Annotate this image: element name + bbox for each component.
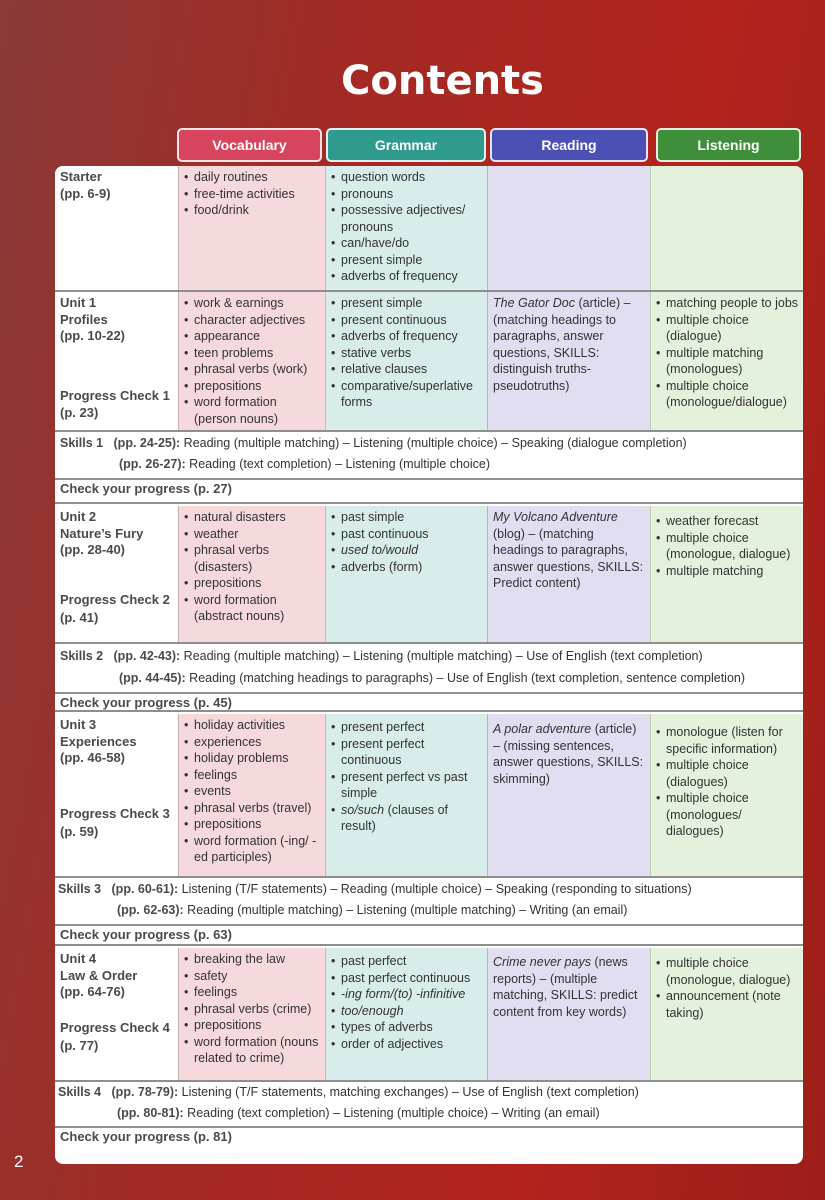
unit1-reading-title: The Gator Doc [493,296,575,310]
unit3-vocabulary [178,714,325,876]
list-item: • relative clauses [331,361,483,378]
unit2-unit-cell [55,506,178,642]
unit1-progress-check: Progress Check 1 [60,388,170,403]
unit3-name: Experiences [60,733,137,749]
list-item: • word formation (abstract nouns) [184,592,321,625]
unit4-unit-cell [55,948,178,1080]
unit3-pages: (pp. 46-58) [60,750,126,765]
skills3-label: Skills 3 [58,882,102,896]
list-item: • breaking the law [184,951,321,968]
list-item: • word formation (nouns related to crime) [184,1034,321,1067]
list-item: • present perfect continuous [331,736,483,769]
starter-pages: (pp. 6-9) [60,185,111,201]
unit2-row [55,506,803,644]
skills1-line1 [60,436,687,450]
unit3-listening [650,714,803,876]
list-item: • past simple [331,509,483,526]
list-item: • present simple [331,252,483,269]
list-item: • matching people to jobs [656,295,799,312]
skills4-label: Skills 4 [58,1085,102,1099]
list-item: • prepositions [184,1017,321,1034]
skills2-label: Skills 2 [60,649,104,663]
list-item: • phrasal verbs (work) [184,361,321,378]
unit4-name: Law & Order [60,967,138,983]
check-progress-4: Check your progress (p. 81) [55,1128,803,1150]
unit4-progress-check: Progress Check 4 [60,1020,170,1035]
unit4-grammar [325,948,487,1080]
list-item: • past perfect [331,953,483,970]
list-item [331,802,483,835]
skills4-line1 [58,1085,639,1099]
unit4-reading [487,948,650,1080]
list-item: • holiday activities [184,717,321,734]
list-item: • order of adjectives [331,1036,483,1053]
unit2-name: Nature’s Fury [60,525,144,541]
check-progress-3: Check your progress (p. 63) [55,926,803,946]
skills4-pages2: (pp. 80-81): [117,1106,184,1120]
list-item [331,542,483,559]
unit1-pages: (pp. 10-22) [60,328,126,343]
unit2-reading [487,506,650,642]
column-header-grammar: Grammar [326,128,486,162]
skills2-text1: Reading (multiple matching) – Listening (multiple matching) – Use of English (text completion) [180,649,703,663]
list-item: • present perfect vs past simple [331,769,483,802]
unit4-row [55,948,803,1082]
skills4-line2 [117,1106,600,1120]
list-item: • phrasal verbs (travel) [184,800,321,817]
unit2-reading-title: My Volcano Adventure [493,510,618,524]
list-item: • holiday problems [184,750,321,767]
unit1-name: Profiles [60,311,108,327]
list-item: • daily routines [184,169,321,186]
list-item: • present perfect [331,719,483,736]
list-item: • monologue (listen for specific information) [656,724,799,757]
skills1-label: Skills 1 [60,436,104,450]
unit3-progress-check: Progress Check 3 [60,806,170,821]
list-item: • types of adverbs [331,1019,483,1036]
starter-label: Starter [60,169,102,184]
list-item: • multiple choice (dialogue) [656,312,799,345]
unit2-pages: (pp. 28-40) [60,542,126,557]
list-item: • pronouns [331,186,483,203]
skills4-pages1: (pp. 78-79): [111,1085,179,1099]
list-item: • experiences [184,734,321,751]
column-header-listening: Listening [656,128,801,162]
unit3-label: Unit 3 [60,717,97,732]
unit4-grammar-italic-1: -ing form/(to) -infinitive [341,987,466,1001]
unit2-grammar-italic: used to/would [341,543,419,557]
list-item: • multiple choice (monologue, dialogue) [656,955,799,988]
list-item: • feelings [184,984,321,1001]
list-item: • multiple choice (monologue/dialogue) [656,378,799,411]
unit3-grammar-rest: (clauses of result) [341,802,449,833]
unit3-grammar-italic: so/such [341,802,385,817]
unit4-reading-title: Crime never pays [493,955,591,969]
list-item: • events [184,783,321,800]
skills2-line1 [60,649,703,663]
skills4-text2: Reading (text completion) – Listening (multiple choice) – Writing (an email) [183,1106,600,1120]
list-item: • adverbs of frequency [331,268,483,285]
list-item: • multiple matching (monologues) [656,345,799,378]
starter-reading [487,166,650,290]
unit2-grammar [325,506,487,642]
contents-table [55,166,803,1164]
unit3-grammar [325,714,487,876]
unit4-reading-desc: (news reports) – (multiple matching, SKILLS: predict content from key words) [493,955,638,1019]
skills3-pages1: (pp. 60-61): [111,882,179,896]
unit3-progress-check-pages: (p. 59) [60,824,99,839]
page-title: Contents [341,58,544,104]
unit3-unit-cell [55,714,178,876]
page-number: 2 [14,1152,24,1171]
unit4-progress-check-pages: (p. 77) [60,1038,99,1053]
unit3-reading-title: A polar adventure [493,722,592,736]
starter-listening [650,166,803,290]
list-item: • food/drink [184,202,321,219]
list-item: • prepositions [184,378,321,395]
unit3-reading [487,714,650,876]
list-item: • character adjectives [184,312,321,329]
list-item [331,1003,483,1020]
skills4-row [55,1082,803,1128]
list-item: • weather [184,526,321,543]
skills1-pages1: (pp. 24-25): [113,436,181,450]
starter-unit-cell [55,166,178,290]
unit1-listening [650,292,803,430]
list-item: • multiple choice (monologues/ dialogues) [656,790,799,840]
list-item: • appearance [184,328,321,345]
list-item: • word formation (person nouns) [184,394,321,427]
list-item: • natural disasters [184,509,321,526]
starter-vocabulary [178,166,325,290]
unit4-vocabulary [178,948,325,1080]
list-item: • present continuous [331,312,483,329]
list-item: • adverbs of frequency [331,328,483,345]
unit4-label: Unit 4 [60,951,97,966]
list-item: • free-time activities [184,186,321,203]
starter-row [55,166,803,292]
unit1-progress-check-pages: (p. 23) [60,405,99,420]
unit2-progress-check-pages: (p. 41) [60,610,99,625]
list-item: • past continuous [331,526,483,543]
list-item: • adverbs (form) [331,559,483,576]
list-item: • multiple choice (dialogues) [656,757,799,790]
unit4-grammar-italic-2: too/enough [341,1003,404,1018]
skills2-pages1: (pp. 42-43): [113,649,181,663]
skills1-row [55,432,803,480]
unit3-reading-desc: (article) – (missing sentences, answer questions, SKILLS: skimming) [493,722,644,786]
list-item: • prepositions [184,575,321,592]
list-item: • work & earnings [184,295,321,312]
skills2-pages2: (pp. 44-45): [119,671,186,685]
unit1-reading-desc: (article) – (matching headings to paragraphs, answer questions, SKILLS: distinguish truths-pseudotruths) [493,296,631,393]
column-header-vocabulary: Vocabulary [177,128,322,162]
starter-grammar [325,166,487,290]
column-header-reading: Reading [490,128,648,162]
list-item: • feelings [184,767,321,784]
skills3-text2: Reading (multiple matching) – Listening (multiple matching) – Writing (an email) [183,903,628,917]
unit1-reading [487,292,650,430]
unit1-row [55,292,803,432]
list-item: • question words [331,169,483,186]
skills1-pages2: (pp. 26-27): [119,457,186,471]
unit1-label: Unit 1 [60,295,97,310]
list-item: • phrasal verbs (crime) [184,1001,321,1018]
list-item [331,986,483,1003]
list-item: • teen problems [184,345,321,362]
list-item: • multiple choice (monologue, dialogue) [656,530,799,563]
skills3-text1: Listening (T/F statements) – Reading (multiple choice) – Speaking (responding to situations) [178,882,692,896]
list-item: • prepositions [184,816,321,833]
skills1-line2 [119,457,490,471]
list-item: • safety [184,968,321,985]
skills2-row [55,644,803,694]
unit4-pages: (pp. 64-76) [60,984,126,999]
list-item: • past perfect continuous [331,970,483,987]
list-item: • can/have/do [331,235,483,252]
list-item: • present simple [331,295,483,312]
skills3-line2 [117,903,627,917]
list-item: • word formation (-ing/ -ed participles) [184,833,321,866]
skills3-row [55,878,803,926]
unit2-progress-check: Progress Check 2 [60,592,170,607]
unit3-row [55,714,803,878]
skills3-line1 [58,882,692,896]
check-progress-1: Check your progress (p. 27) [55,480,803,504]
unit1-unit-cell [55,292,178,430]
unit2-reading-desc: (blog) – (matching headings to paragraphs, answer questions, SKILLS: Predict content) [493,526,644,590]
skills4-text1: Listening (T/F statements, matching exchanges) – Use of English (text completion) [178,1085,639,1099]
list-item: • stative verbs [331,345,483,362]
unit4-listening [650,948,803,1080]
unit1-vocabulary [178,292,325,430]
unit2-label: Unit 2 [60,509,97,524]
skills2-line2 [119,671,745,685]
list-item: • possessive adjectives/ pronouns [331,202,483,235]
unit1-grammar [325,292,487,430]
list-item: • comparative/superlative forms [331,378,483,411]
unit2-listening [650,506,803,642]
skills2-text2: Reading (matching headings to paragraphs) – Use of English (text completion, sentence completion) [185,671,746,685]
skills3-pages2: (pp. 62-63): [117,903,184,917]
skills1-text1: Reading (multiple matching) – Listening (multiple choice) – Speaking (dialogue completion) [180,436,687,450]
list-item: • announcement (note taking) [656,988,799,1021]
list-item: • multiple matching [656,563,799,580]
list-item: • phrasal verbs (disasters) [184,542,321,575]
list-item: • weather forecast [656,513,799,530]
unit2-vocabulary [178,506,325,642]
check-progress-2: Check your progress (p. 45) [55,694,803,712]
skills1-text2: Reading (text completion) – Listening (multiple choice) [185,457,491,471]
